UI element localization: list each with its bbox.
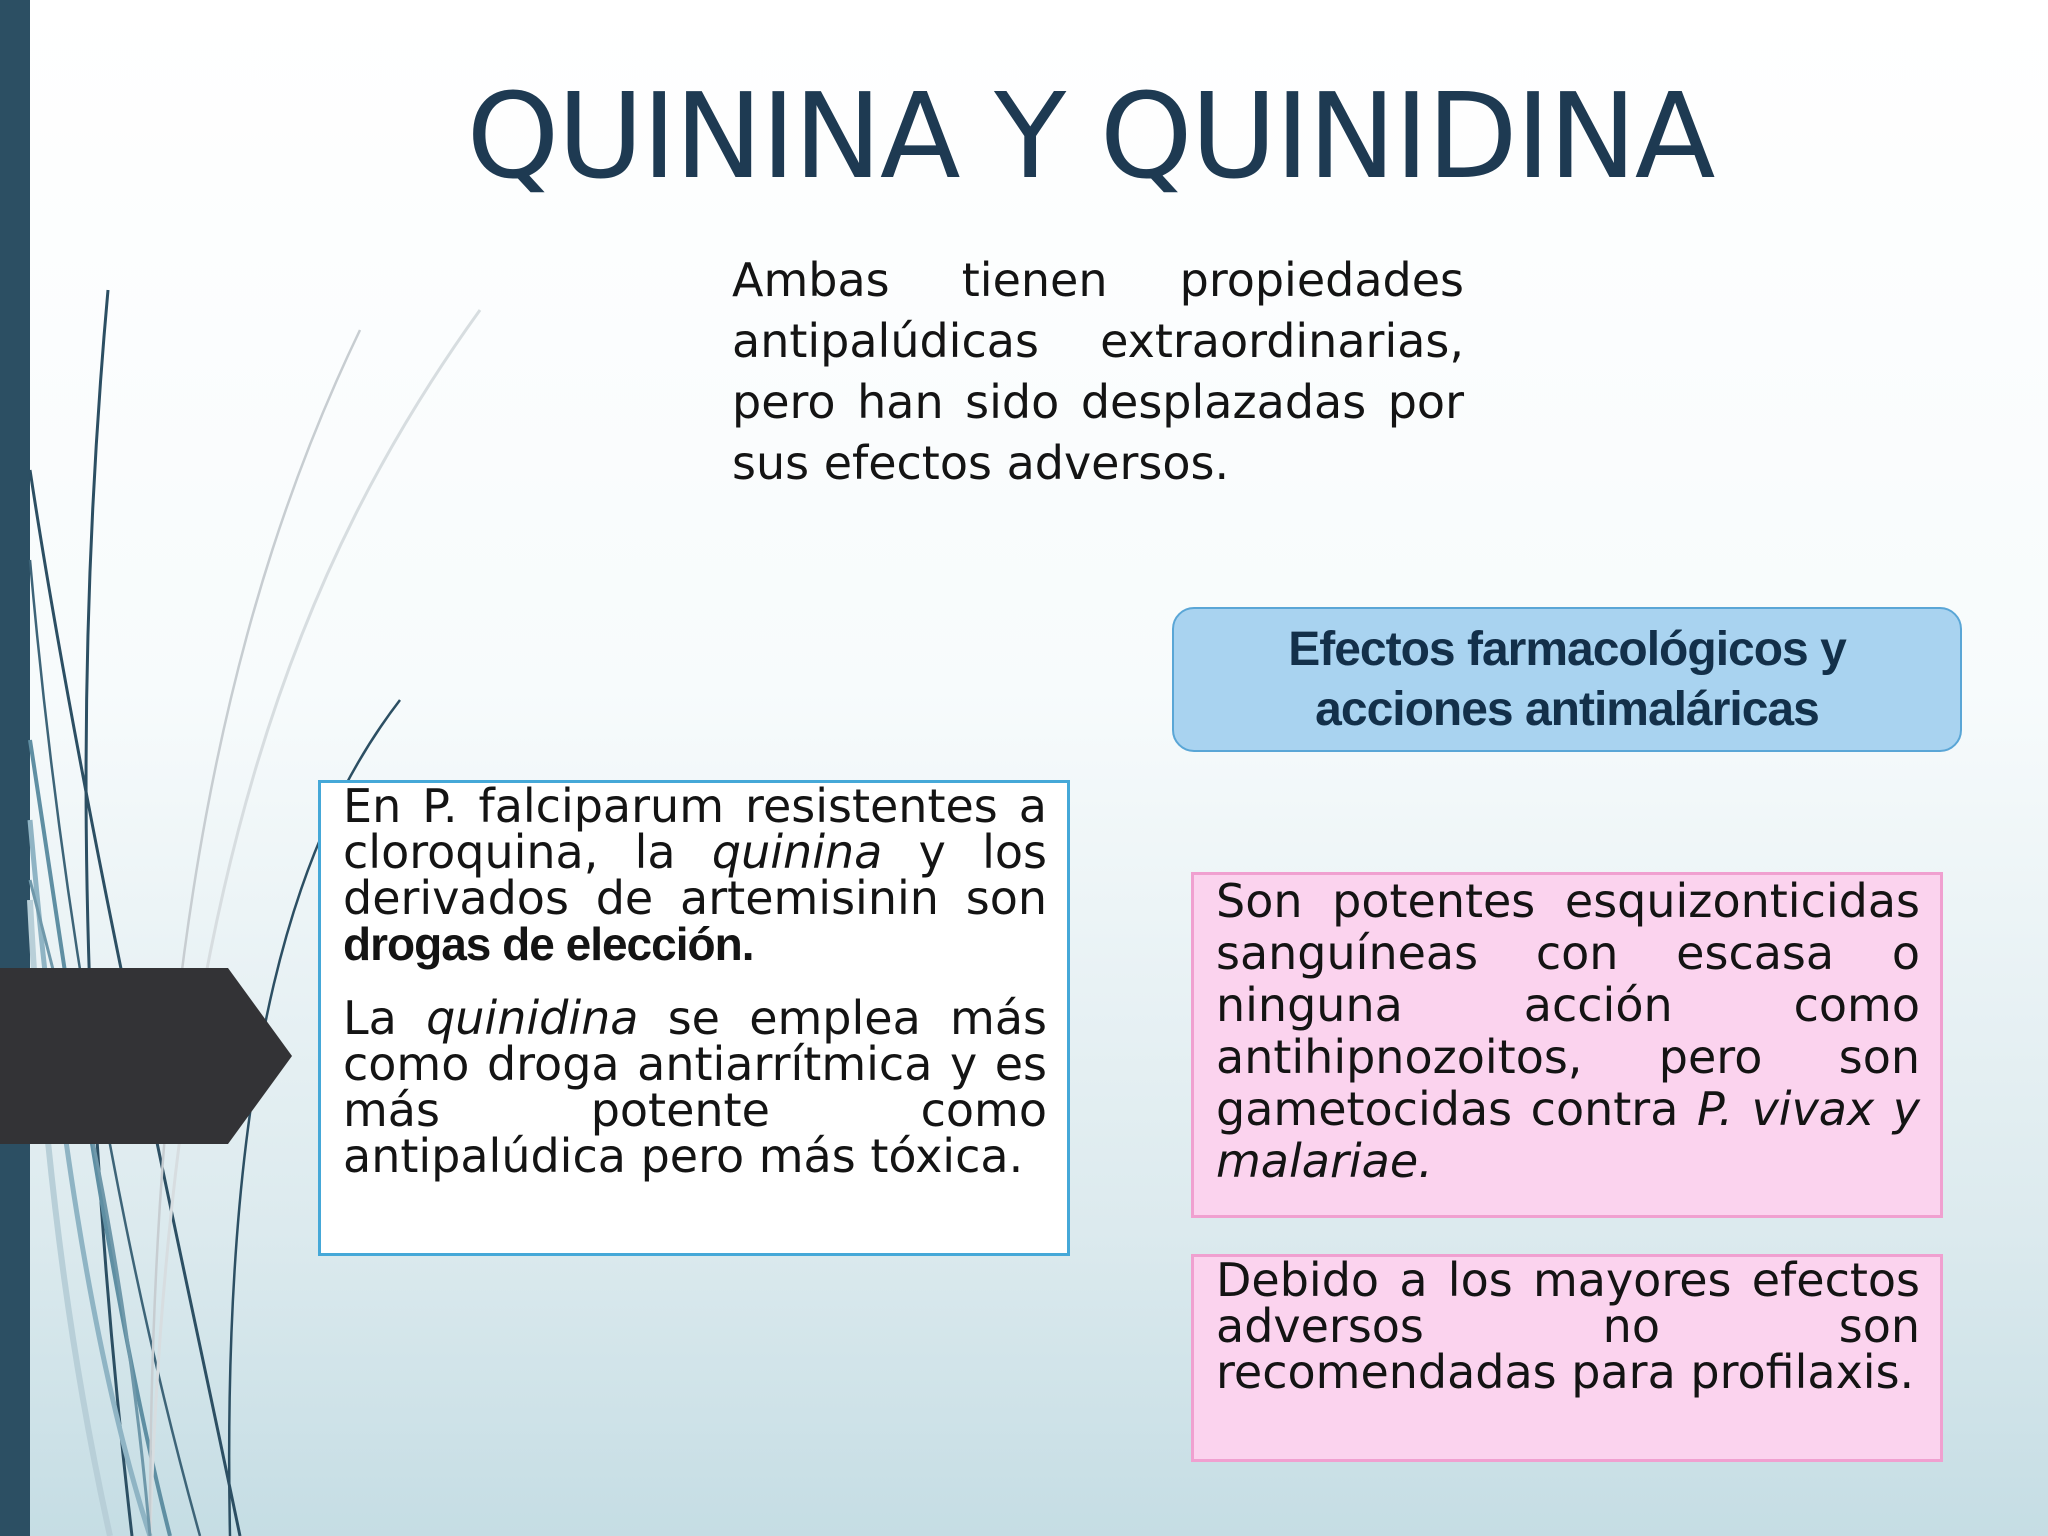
intro-paragraph: Ambas tienen propiedades antipalúdicas extraordinarias, pero han sido desplazadas por sus efectos adversos.: [732, 253, 1464, 490]
quinidine-term: quinidina: [426, 991, 639, 1045]
quinine-text-a: En P. falciparum resistentes a cloroquina, la: [343, 779, 1047, 879]
arrow-tab-shape: [0, 968, 295, 1144]
species-names: P. vivax y malariae.: [1216, 1082, 1920, 1188]
quinidine-text-a: La: [343, 991, 427, 1045]
effects-header-box: [1172, 607, 1962, 752]
effects-header-line1: Efectos farmacológicos y: [1288, 622, 1846, 676]
quinidine-paragraph: [343, 991, 1047, 1183]
quinine-text-b: y los derivados de artemisinin son: [343, 825, 1048, 925]
drugs-of-choice-emphasis: drogas de elección.: [343, 918, 754, 970]
effects-header-label: [1288, 620, 1846, 740]
schizonticide-box: [1191, 872, 1943, 1218]
prophylaxis-paragraph: Debido a los mayores efectos adversos no son recomendadas para profilaxis.: [1216, 1253, 1920, 1399]
decorative-curves: [0, 0, 560, 1536]
schizonticide-paragraph: [1216, 875, 1920, 1187]
slide-title: QUININA Y QUINIDINA: [466, 67, 1714, 205]
drug-choice-box: [318, 780, 1070, 1256]
quinine-term: quinina: [711, 825, 883, 879]
effects-header-line2: acciones antimaláricas: [1315, 682, 1819, 736]
quinine-paragraph: [343, 779, 1048, 970]
quinidine-text-b: se emplea más como droga antiarrítmica y es más potente como antipalúdica pero más tóxica.: [343, 991, 1047, 1183]
schizonticide-text: Son potentes esquizonticidas sanguíneas con escasa o ninguna acción como antihipnozoitos, pero son gametocidas contra: [1216, 874, 1920, 1136]
prophylaxis-box: [1191, 1254, 1943, 1462]
